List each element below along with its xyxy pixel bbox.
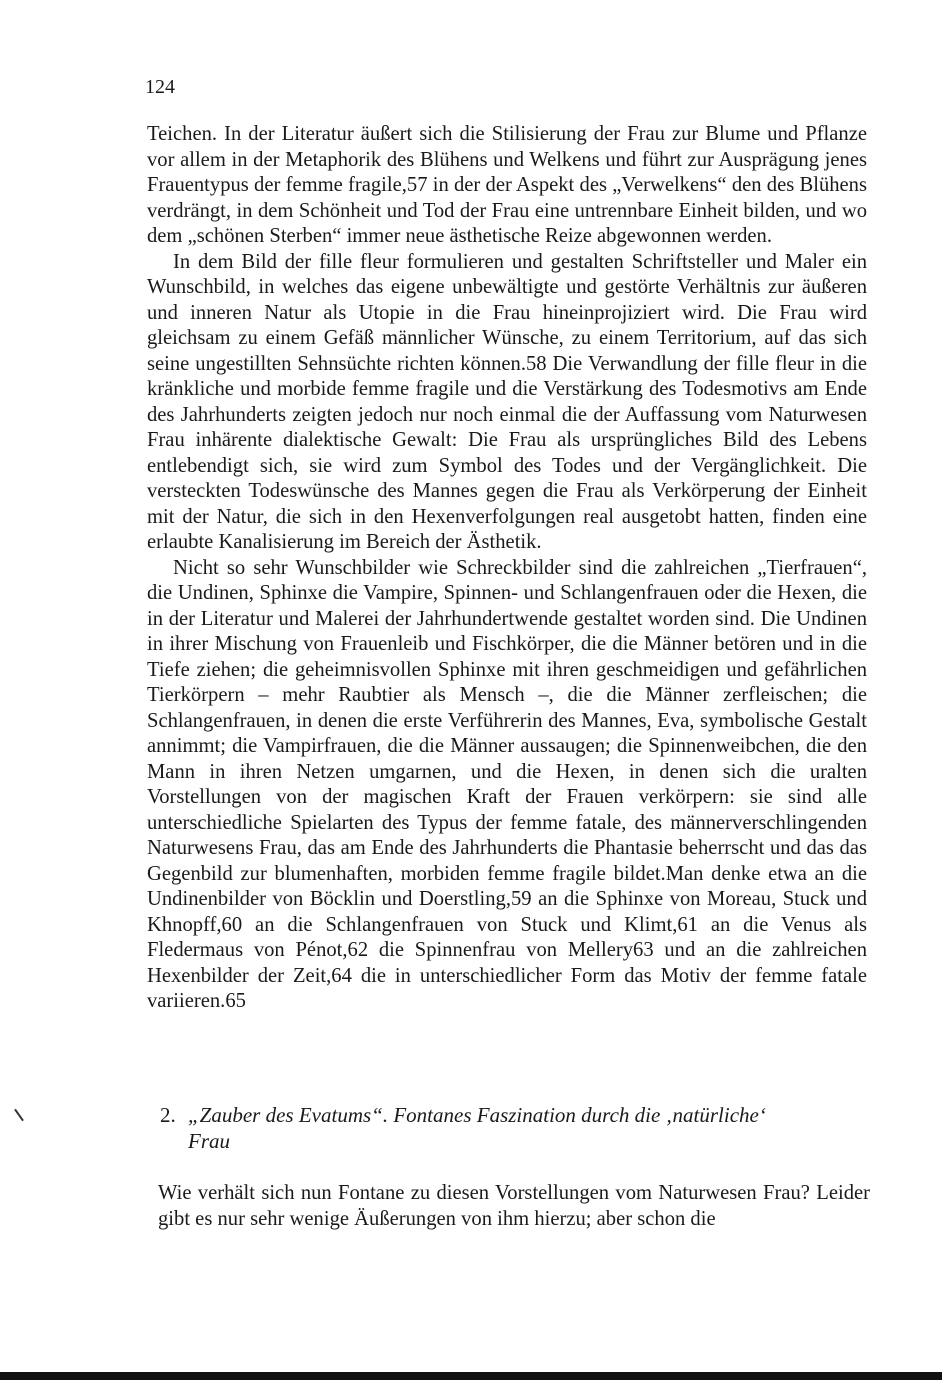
scan-bottom-edge xyxy=(0,1372,942,1380)
margin-mark xyxy=(14,1109,24,1122)
paragraph-3: Nicht so sehr Wunschbilder wie Schreckbilder sind die zahlreichen „Tierfrauen“, die Undinen, Sphinxe die Vampire, Spinnen- und Schlangenfrauen oder die Hexen, die in der Literatur und Malerei der Jahrhundertwende gestaltet worden sind. Die Undinen in ihrer Mischung von Frauenleib und Fischkörper, die die Männer betören und in die Tiefe ziehen; die geheimnisvollen Sphinxe mit ihren geschmeidigen und gefährlichen Tierkörpern – mehr Raubtier als Mensch –, die die Männer zerfleischen; die Schlangenfrauen, in denen die erste Verführerin des Mannes, Eva, symbolische Gestalt annimmt; die Vampirfrauen, die die Männer aussaugen; die Spinnenweibchen, die den Mann in ihren Netzen umgarnen, und die Hexen, in denen sich die uralten Vorstellungen von der magischen Kraft der Frauen verkörpern: sie sind alle unterschiedliche Spielarten des Typus der femme fatale, des männerverschlingenden Naturwesens Frau, das am Ende des Jahrhunderts die Phantasie beherrscht und das das Gegenbild zur blumenhaften, morbiden femme fragile bildet.Man denke etwa an die Undinenbilder von Böcklin und Doerstling,59 an die Sphinxe von Moreau, Stuck und Khnopff,60 an die Schlangenfrauen von Stuck und Klimt,61 an die Venus als Fledermaus von Pénot,62 die Spinnenfrau von Mellery63 und an die zahlreichen Hexenbilder der Zeit,64 die in unterschiedlicher Form das Motiv der femme fatale variieren.65 xyxy=(147,556,867,1012)
section-heading xyxy=(160,1102,860,1154)
section-number: 2. xyxy=(160,1103,176,1127)
page-number: 124 xyxy=(145,76,175,98)
section-title-line-1: „Zauber des Evatums“. Fontanes Faszination durch die ‚natürliche‘ xyxy=(188,1103,766,1127)
section-title-line-2: Frau xyxy=(188,1129,230,1153)
paragraph-4: Wie verhält sich nun Fontane zu diesen Vorstellungen vom Naturwesen Frau? Leider gibt es nur sehr wenige Äußerungen von ihm hierzu; aber schon die xyxy=(158,1182,870,1230)
paragraph-1: Teichen. In der Literatur äußert sich die Stilisierung der Frau zur Blume und Pflanze vor allem in der Metaphorik des Blühens und Welkens und führt zur Ausprägung jenes Frauentypus der femme fragile,57 in der der Aspekt des „Verwelkens“ den des Blühens verdrängt, in dem Schönheit und Tod der Frau eine untrennbare Einheit bilden, und wo dem „schönen Sterben“ immer neue ästhetische Reize abgewonnen werden. xyxy=(147,123,867,247)
body-text xyxy=(147,122,867,1015)
closing-text xyxy=(158,1180,870,1232)
paragraph-2: In dem Bild der fille fleur formulieren und gestalten Schriftsteller und Maler ein Wunschbild, in welches das eigene unbewältigte und gestörte Verhältnis zur äußeren und inneren Natur als Utopie in die Frau hineinprojiziert wird. Die Frau wird gleichsam zu einem Gefäß männlicher Wünsche, zu einem Territorium, auf das sich seine ungestillten Sehnsüchte richten können.58 Die Verwandlung der fille fleur in die kränkliche und morbide femme fragile und die Verstärkung des Todesmotivs am Ende des Jahrhunderts zeigten jedoch nur noch einmal die der Auffassung vom Naturwesen Frau inhärente dialektische Gewalt: Die Frau als ursprüngliches Bild des Lebens entlebendigt sich, sie wird zum Symbol des Todes und der Vergänglichkeit. Die versteckten Todeswünsche des Mannes gegen die Frau als Verkörperung der Einheit mit der Natur, die sich in den Hexenverfolgungen real ausgetobt hatten, finden eine erlaubte Kanalisierung im Bereich der Ästhetik. xyxy=(147,250,867,553)
